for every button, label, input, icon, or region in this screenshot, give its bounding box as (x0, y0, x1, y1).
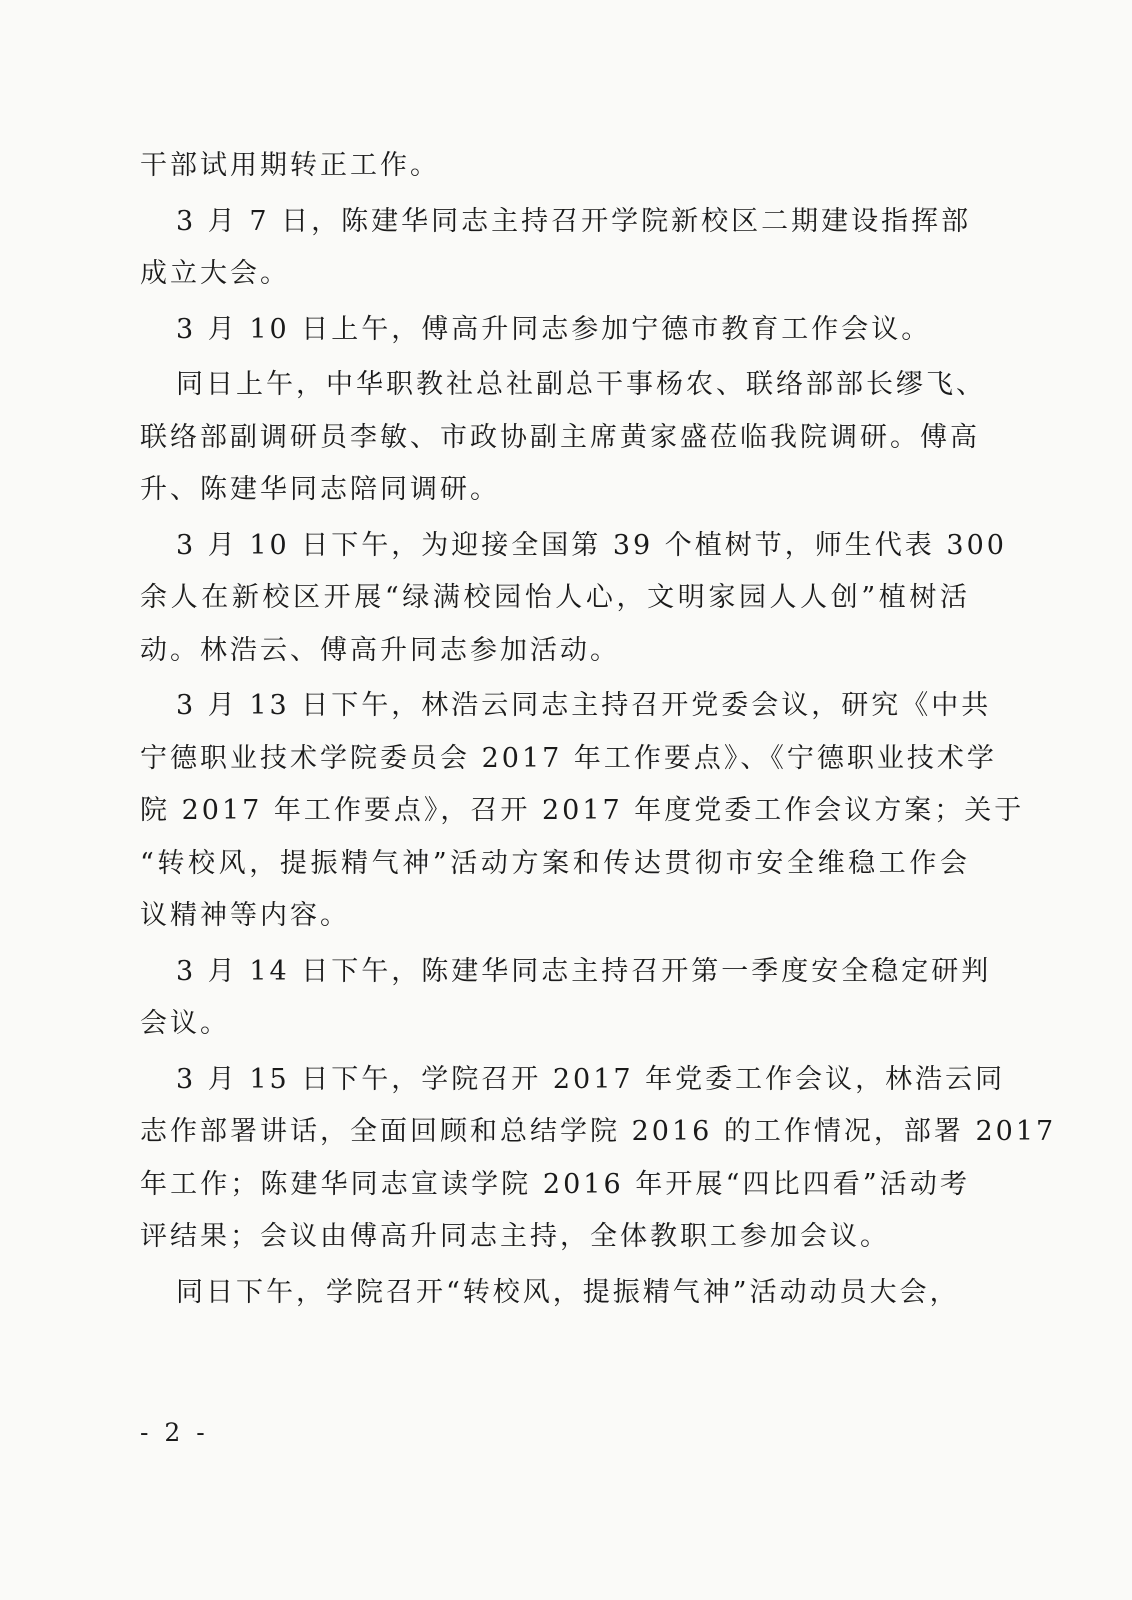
paragraph-line: 成立大会。 (140, 258, 290, 289)
document-body (140, 140, 1057, 1322)
paragraph (140, 520, 1007, 678)
paragraph-line: 升、陈建华同志陪同调研。 (140, 474, 500, 505)
paragraph-line: 3 月 15 日下午，学院召开 2017 年党委工作会议，林浩云同 (176, 1063, 1006, 1095)
paragraph (140, 1267, 970, 1320)
paragraph-line: 同日下午，学院召开“转校风，提振精气神”活动动员大会， (176, 1276, 960, 1308)
paragraph-line: 年工作；陈建华同志宣读学院 2016 年开展“四比四看”活动考 (140, 1168, 970, 1200)
paragraph-line: 3 月 14 日下午，陈建华同志主持召开第一季度安全稳定研判 (176, 955, 992, 987)
paragraph-line: 会议。 (140, 1008, 230, 1039)
paragraph-line: 3 月 13 日下午，林浩云同志主持召开党委会议，研究《中共 (176, 690, 992, 721)
paragraph (140, 304, 970, 357)
paragraph-line: 干部试用期转正工作。 (140, 150, 440, 181)
paragraph (140, 1054, 1057, 1264)
paragraph (140, 140, 970, 193)
paragraph-line: 评结果；会议由傅高升同志主持，全体教职工参加会议。 (140, 1221, 890, 1252)
paragraph (140, 946, 992, 1051)
paragraph-line: 余人在新校区开展“绿满校园怡人心，文明家园人人创”植树活 (140, 582, 970, 613)
paragraph (140, 196, 970, 301)
paragraph-line: 联络部副调研员李敏、市政协副主席黄家盛莅临我院调研。傅高 (140, 421, 980, 453)
paragraph-line: 同日上午，中华职教社总社副总干事杨农、联络部部长缪飞、 (176, 369, 986, 400)
paragraph-line: 议精神等内容。 (140, 900, 350, 931)
paragraph (140, 680, 1025, 943)
paragraph-line: “转校风，提振精气神”活动方案和传达贯彻市安全维稳工作会 (140, 847, 970, 879)
paragraph (140, 359, 986, 517)
paragraph-line: 3 月 10 日下午，为迎接全国第 39 个植树节，师生代表 300 (176, 529, 1007, 561)
page-number: - 2 - (140, 1418, 209, 1447)
paragraph-line: 3 月 7 日，陈建华同志主持召开学院新校区二期建设指挥部 (176, 205, 972, 237)
paragraph-line: 宁德职业技术学院委员会 2017 年工作要点》、《宁德职业技术学 (140, 742, 997, 774)
paragraph-line: 3 月 10 日上午，傅高升同志参加宁德市教育工作会议。 (176, 313, 932, 345)
paragraph-line: 志作部署讲话，全面回顾和总结学院 2016 的工作情况，部署 2017 (140, 1116, 1057, 1147)
paragraph-line: 院 2017 年工作要点》，召开 2017 年度党委工作会议方案；关于 (140, 795, 1025, 826)
paragraph-line: 动。林浩云、傅高升同志参加活动。 (140, 634, 620, 666)
